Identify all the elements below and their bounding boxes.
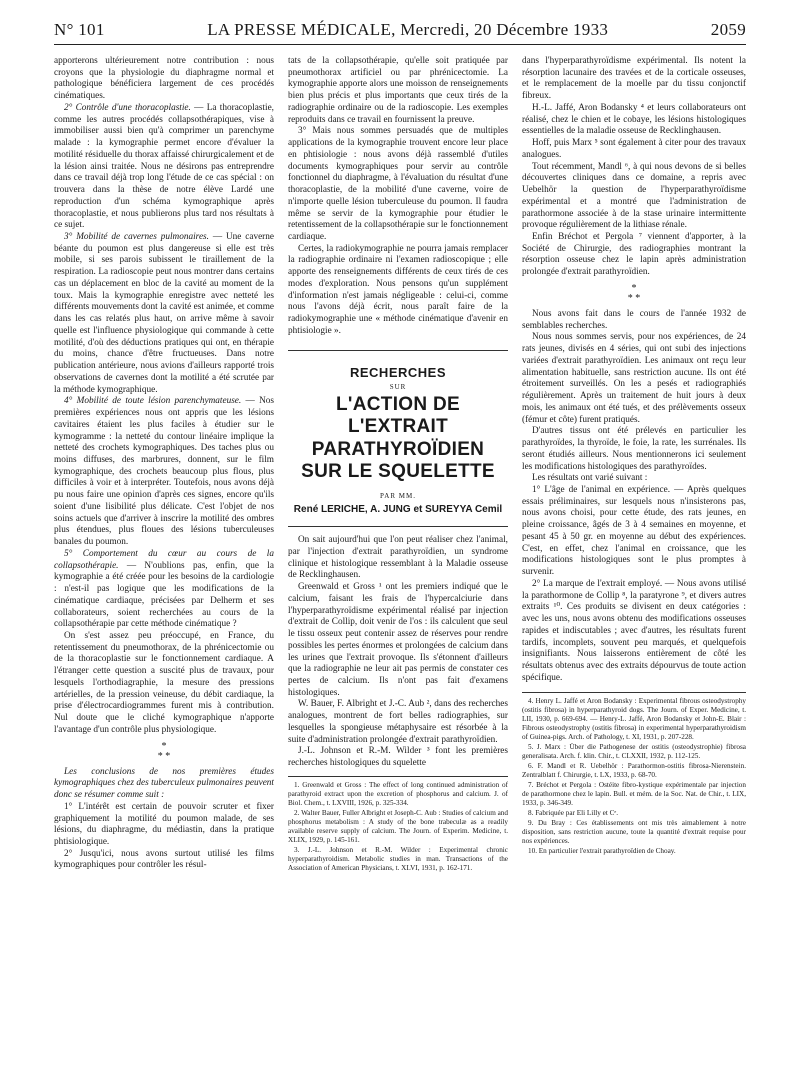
footnote: 1. Greenwald et Gross : The effect of long continued administration of parathyroid extract upon the excretion of phosphorus and calcium. J. of Biol. Chem., t. LXVIII, 1926, p. 325-334. — [288, 780, 508, 807]
page-number: 2059 — [710, 20, 746, 39]
footnotes — [522, 692, 746, 856]
section-lead: 4° Mobilité de toute lésion parenchymateuse. — [64, 396, 242, 407]
paragraph: D'autres tissus ont été prélevés en particulier les parathyroïdes, la thyroïde, le foie, la rate, les surrénales. Ils seront étudiés ailleurs. Nous mentionnerons ici seulement les modifications histologiques des parathyroïdes. — [522, 426, 746, 472]
paragraph: 2° Contrôle d'une thoracoplastie. — La thoracoplastie, comme les autres procédés collapsothérapiques, vise à immobiliser aussi bien qu'à comprimer un parenchyme malade : la kymographie permet encore d'évaluer la motilité résiduelle du thorax affaissé chirurgicalement et de la lésion ainsi traitée. Nous ne désirons pas entreprendre dans ce travail déjà trop long l'étude de ce cas spécial : on trouvera dans la thèse de notre élève Lardé une reproduction d'un schéma kymographique après thoracoplastie, et nous publierons plus tard nos résultats à ce sujet. — [54, 102, 274, 231]
footnotes — [288, 776, 508, 873]
section-lead: 5° Comportement du cœur au cours de la collapsothérapie. — [54, 548, 274, 571]
paragraph: On s'est assez peu préoccupé, en France, du retentissement du pneumothorax, de la phrénicectomie ou de la thoracoplastie sur le fonctionnement cardiaque. A l'étranger cette question a suscité plus de travaux, pour lesquels l'orthodiagraphie, la mesure des pressions artérielles, de la pression veineuse, du débit cardiaque, la prise d'électrocardiogrammes furent mis à contribution. Nul doute que le cliché kymographique n'apporte l'avantage d'un contrôle plus physiologique. — [54, 630, 274, 735]
paragraph: Les conclusions de nos premières études kymographiques chez des tuberculeux pulmonaires peuvent donc se résumer comme suit : — [54, 766, 274, 801]
article-kicker: RECHERCHES — [349, 364, 446, 380]
paragraph: Certes, la radiokymographie ne pourra jamais remplacer la radiographie ordinaire ni l'examen radioscopique ; elle apporte des renseignements différents de ceux tirés de ces modes d'exploration. Nous pensons qu'un supplément d'information n'est jamais négligeable : celui-ci, comme nous l'avons déjà écrit, nous paraît faire de la radiokymographie une « méthode cinématique d'avenir en phtisiologie ». — [288, 243, 508, 336]
footnote: 10. En particulier l'extrait parathyroïdien de Choay. — [528, 847, 676, 856]
paragraph: 5° Comportement du cœur au cours de la collapsothérapie. — N'oublions pas, enfin, que la kymographie a été créée pour les besoins de la cardiologie : n'est-il pas logique que les modifications de la cinématique cardiaque, précisées par Delherm et ses collaborateurs, soient recherchées au cours de la collapsothérapie par cette méthode cinématique ? — [54, 548, 274, 630]
article-sur: SUR — [389, 383, 407, 392]
footnote: 8. Fabriquée par Eli Lilly et Cᵉ. — [528, 809, 619, 818]
article-title-line: L'ACTION DE L'EXTRAIT — [336, 394, 460, 438]
paragraph: J.-L. Johnson et R.-M. Wilder ³ font les premières recherches histologiques du squelette — [288, 746, 508, 769]
paragraph: dans l'hyperparathyroïdisme expérimental. Ils notent la résorption lacunaire des travées et de la corticale osseuses, et le remplacement de la moelle par du tissu conjonctif fibreux. — [522, 56, 746, 102]
column-middle — [288, 56, 508, 1076]
journal-title: LA PRESSE MÉDICALE, Mercredi, 20 Décembre 1933 — [207, 20, 609, 39]
footnote: 6. F. Mandl et R. Uebelhör : Parathormon-ostitis fibrosa-Nierenstein. Zentralblatt f. Chirurgie, t. LX, 1933, p. 68-70. — [522, 762, 746, 780]
footnote: 3. J.-L. Johnson et R.-M. Wilder : Experimental chronic hyperparathyroidism. Metabolic studies in man. Transactions of the Association of American Physicians, t. XLVI, 1931, p. 162-171. — [288, 845, 508, 872]
section-lead: 2° Contrôle d'une thoracoplastie. — [64, 102, 191, 113]
paragraph: On sait aujourd'hui que l'on peut réaliser chez l'animal, par l'injection d'extrait parathyroïdien, un syndrome clinique et histologique ressemblant à la Maladie osseuse de Recklinghausen. — [288, 535, 508, 581]
paragraph: Tout récemment, Mandl ⁶, à qui nous devons de si belles découvertes cliniques dans ce domaine, a repris avec Uebelhör la question de l'hyperparathyroïdisme expérimental et a montré que l'administration de parathormone associée à de la stase urinaire intermittente provoque régulièrement de la lithiase rénale. — [522, 161, 746, 231]
paragraph: 2° La marque de l'extrait employé. — Nous avons utilisé la parathormone de Collip ⁸, la paratyrone ⁹, et divers autres extraits ¹⁰. Ces produits se divisent en deux catégories : avec les uns, nous avons obtenu des modifications osseuses rapides et indiscutables ; avec d'autres, les résultats furent tardifs, incomplets, souvent peu marqués, et quelquefois insignifiants. Nous laisserons entièrement de côté les résultats obtenus avec des extraits dépourvus de toute action spécifique. — [522, 578, 746, 683]
paragraph: Nous avons fait dans le cours de l'année 1932 de semblables recherches. — [522, 308, 746, 331]
footnote: 2. Walter Bauer, Fuller Albright et Joseph-C. Aub : Studies of calcium and phosphorus metabolism : A study of the bone trabeculæ as a readily available reserve supply of calcium. The Journ. of Experim. Medicine, t. XLIX, 1929, p. 145-161. — [288, 808, 508, 844]
paragraph: tats de la collapsothérapie, qu'elle soit pratiquée par pneumothorax artificiel ou par phrénicectomie. La kymographie apporte alors une moisson de renseignements bien plus précis et plus importants que ceux tirés de la radiographie ordinaire ou de la radioscopie. Les exemples reproduits dans ce travail en fournissent la preuve. — [288, 56, 508, 125]
article-par: PAR MM. — [380, 491, 416, 500]
paragraph: 1° L'intérêt est certain de pouvoir scruter et fixer graphiquement la motilité du poumon malade, de ses lésions, du diaphragme, du médiastin, dans la pratique phtisiologique. — [54, 801, 274, 847]
paragraph: Greenwald et Gross ¹ ont les premiers indiqué que le calcium, faisant les frais de l'hypercalciurie dans l'hyperparathyroïdisme expérimental réalisé par injection d'extrait de Collip, doit venir de l'os : ils calculent que seul le tissu osseux peut contenir assez de réserves pour rendre possibles les pertes énormes et prolongées de calcium dans les urines que l'extrait provoque. Ils s'étonnent d'ailleurs que la radiographie ne leur ait pas permis de constater ces pertes de calcium. Ils n'ont pas fait d'examens histologiques. — [288, 582, 508, 698]
running-header — [54, 20, 746, 45]
column-right — [522, 56, 746, 1076]
paragraph: apporterons ultérieurement notre contribution : nous croyons que la physiologie du diaphragme normal et pathologique bénéficiera largement de ces procédés cinématiques. — [54, 56, 274, 102]
section-separator: * * * — [157, 740, 171, 762]
paragraph: 3° Mais nous sommes persuadés que de multiples applications de la kymographie trouvent encore leur place en phtisiologie : nous avons déjà rassemblé d'utiles documents kymographiques pour servir au contrôle fonctionnel du diaphragme, à l'évaluation du résultat d'une thoracoplastie, de la mobilité d'une caverne, voire de n'importe quelle lésion tuberculeuse du poumon. Il faudra même se servir de la kymographie pour étudier le retentissement de la collapsothérapie sur le fonctionnement cardiaque. — [288, 126, 508, 243]
paragraph: H.-L. Jaffé, Aron Bodansky ⁴ et leurs collaborateurs ont réalisé, chez le chien et le cobaye, les lésions histologiques essentielles de la maladie osseuse de Recklinghausen. — [522, 102, 746, 137]
article-authors: René LERICHE, A. JUNG et SUREYYA Cemil — [288, 504, 508, 528]
article-body — [288, 535, 508, 770]
article-heading — [288, 350, 508, 528]
paragraph: Les résultats ont varié suivant : — [532, 473, 648, 484]
paragraph: Nous nous sommes servis, pour nos expériences, de 24 rats jeunes, divisés en 4 séries, qui ont subi des injections variées d'extrait parathyroïdien. Les animaux ont reçu leur alimentation habituelle, sans restriction aucune. Ils ont été étroitement surveillés. On les a pesés et radiographiés régulièrement. Après un traitement de huit jours à deux mois, les animaux ont été tués, et des prélèvements osseux (fémur et côte) furent pratiqués. — [522, 332, 746, 425]
section-lead: 3° Mobilité de cavernes pulmonaires. — [64, 232, 209, 243]
section-separator: * * * — [627, 282, 641, 304]
paragraph: Enfin Bréchot et Pergola ⁷ viennent d'apporter, à la Société de Chirurgie, des radiographies montrant la résorption osseuse chez le lapin après administration prolongée d'extrait parathyroïdien. — [522, 232, 746, 278]
paragraph: 2° Jusqu'ici, nous avons surtout utilisé les films kymographiques pour contrôler les résul- — [54, 848, 274, 871]
paragraph: Hoff, puis Marx ⁵ sont également à citer pour des travaux analogues. — [522, 138, 746, 160]
footnote: 7. Bréchot et Pergola : Ostéite fibro-kystique expérimentale par injection de parathormone chez le lapin. Bull. et mém. de la Soc. Nat. de Chir., t. LIX, 1933, p. 346-349. — [522, 781, 746, 808]
footnote: 4. Henry L. Jaffé et Aron Bodansky : Experimental fibrous osteodystrophy (ostitis fibrosa) in hyperparathyroid dogs. The Journ. of Exper. Medicine, t. LII, 1930, p. 669-694. — Henry-L. Jaffé, Aron Bodansky et John-E. Blair : Fibrous osteodystrophy (ostitis fibrosa) in experimental hyperparathyroidism of Guinea-pigs. Arch. of Pathology, t. XI, 1931, p. 207-228. — [522, 697, 746, 742]
article-title-line: PARATHYROÏDIEN — [311, 438, 485, 460]
paragraph: 1° L'âge de l'animal en expérience. — Après quelques essais préliminaires, sur lesquels nous n'insisterons pas, nous avons choisi, pour cette étude, des rats jeunes, en pleine croissance, âgés de 3 à 4 semaines en moyenne, et pesant 45 à 50 gr. en moyenne au début des expériences. C'est, en effet, chez l'animal en croissance, que les modifications histologiques sont le plus promptes à survenir. — [522, 484, 746, 578]
issue-number: N° 101 — [54, 20, 105, 39]
article-title-line: SUR LE SQUELETTE — [301, 461, 495, 483]
paragraph: 3° Mobilité de cavernes pulmonaires. — Une caverne béante du poumon est plus dangereuse si elle est très mobile, si ses parois subissent le tiraillement de la respiration. La radioscopie peut nous montrer dans certains cas un déplacement en bloc de la cavité au moment de la toux. Mais la kymographie enregistre avec netteté les différents mouvements dont la cavité est animée, et comme dans les cas relatés plus haut, on arrive même à savoir quelle est l'influence physiologique qui commande à cette motilité, d'où des déductions pratiques qui ont, en thérapie du moins, chance d'être fructueuses. Dans notre publication antérieure, nous avions d'ailleurs rapporté trois observations de cavernes dont la motilité a été scrutée par la méthode kymographique. — [54, 232, 274, 395]
paragraph: 4° Mobilité de toute lésion parenchymateuse. — Nos premières expériences nous ont appris que les lésions cavitaires étaient les plus faciles à étudier sur le kymogramme : la netteté du contour linéaire implique la netteté des crochets kymographiques. Des taches plus ou moins diffuses, des marbrures, donnent, sur le film kymographique, des crochets beaucoup plus flous, plus difficiles à voir et à interpréter. Toutefois, nous avons déjà pu nous faire une opinion d'après ces signes, encore qu'ils soient d'une lisibilité plus délicate. C'est l'objet de nos soins actuels que d'arriver à inscrire la motilité des ombres plus étendues, plus floues des lésions tuberculeuses banales du poumon. — [54, 396, 274, 548]
footnote: 5. J. Marx : Über die Pathogenese der ostitis (osteodystrophie) fibrosa generalisata. Arch. f. klin. Chir., t. CLXXII, 1932, p. 112-125. — [522, 743, 746, 761]
footnote: 9. Du Bray : Ces établissements ont mis très aimablement à notre disposition, sans restriction aucune, toute la quantité d'extrait requise pour nos expériences. — [522, 819, 746, 846]
column-left — [54, 56, 274, 1076]
paragraph: W. Bauer, F. Albright et J.-C. Aub ², dans des recherches analogues, montrent de fort belles radiographies, sur lesquelles la spongieuse métaphysaire est résorbée à la suite d'administration prolongée d'extrait parathyroïdien. — [288, 699, 508, 745]
